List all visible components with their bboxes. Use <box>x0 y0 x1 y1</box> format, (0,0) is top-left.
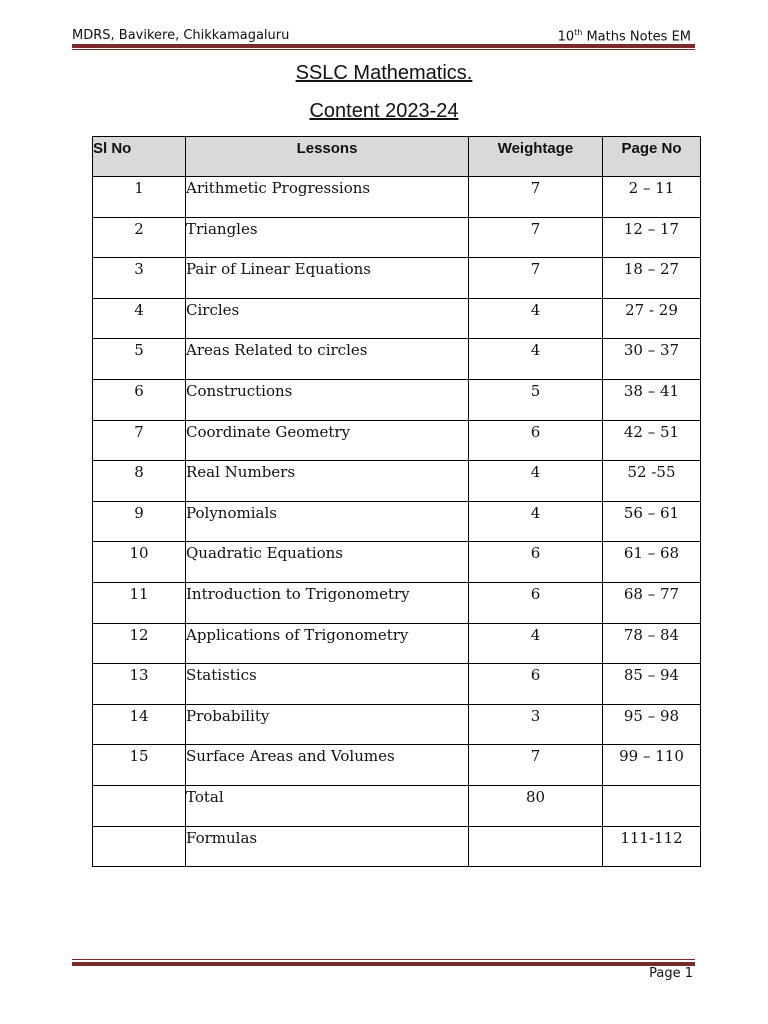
cell-sl-no: 7 <box>93 420 186 461</box>
header-right <box>558 28 691 44</box>
cell-sl-no: 1 <box>93 177 186 218</box>
cell-sl-no: 8 <box>93 461 186 502</box>
cell-page-no: 52 -55 <box>603 461 701 502</box>
cell-lesson: Introduction to Trigonometry <box>186 582 469 623</box>
cell-sl-no: 3 <box>93 258 186 299</box>
cell-page-no: 61 – 68 <box>603 542 701 583</box>
table-row <box>93 461 701 502</box>
cell-weightage: 7 <box>469 217 603 258</box>
table-row <box>93 582 701 623</box>
cell-page-no <box>603 785 701 826</box>
cell-page-no: 78 – 84 <box>603 623 701 664</box>
column-header-weightage: Weightage <box>469 137 603 177</box>
footer-rule <box>72 962 695 966</box>
cell-weightage: 4 <box>469 501 603 542</box>
cell-page-no: 27 - 29 <box>603 298 701 339</box>
cell-weightage: 4 <box>469 461 603 502</box>
table-header-row <box>93 137 701 177</box>
table-row <box>93 704 701 745</box>
page-subtitle: Content 2023-24 <box>309 100 459 122</box>
cell-weightage: 4 <box>469 298 603 339</box>
table-row <box>93 420 701 461</box>
cell-weightage: 6 <box>469 420 603 461</box>
cell-page-no: 18 – 27 <box>603 258 701 299</box>
cell-lesson: Probability <box>186 704 469 745</box>
cell-lesson: Triangles <box>186 217 469 258</box>
cell-page-no: 99 – 110 <box>603 745 701 786</box>
column-header-sl-no: Sl No <box>93 137 186 177</box>
cell-sl-no: 4 <box>93 298 186 339</box>
header-rule <box>72 44 695 48</box>
cell-page-no: 2 – 11 <box>603 177 701 218</box>
cell-lesson: Total <box>186 785 469 826</box>
header-left: MDRS, Bavikere, Chikkamagaluru <box>72 28 290 43</box>
cell-weightage: 3 <box>469 704 603 745</box>
cell-page-no: 95 – 98 <box>603 704 701 745</box>
cell-sl-no: 10 <box>93 542 186 583</box>
cell-sl-no: 11 <box>93 582 186 623</box>
cell-sl-no: 14 <box>93 704 186 745</box>
cell-weightage: 5 <box>469 379 603 420</box>
table-row <box>93 785 701 826</box>
table-row <box>93 664 701 705</box>
cell-lesson: Statistics <box>186 664 469 705</box>
footer-rule-thin <box>72 959 695 960</box>
cell-sl-no <box>93 826 186 867</box>
cell-weightage: 7 <box>469 745 603 786</box>
table-row <box>93 542 701 583</box>
cell-page-no: 68 – 77 <box>603 582 701 623</box>
column-header-page-no: Page No <box>603 137 701 177</box>
cell-sl-no <box>93 785 186 826</box>
cell-sl-no: 5 <box>93 339 186 380</box>
cell-weightage: 80 <box>469 785 603 826</box>
table-row <box>93 826 701 867</box>
cell-sl-no: 9 <box>93 501 186 542</box>
table-row <box>93 745 701 786</box>
cell-weightage: 7 <box>469 177 603 218</box>
cell-lesson: Real Numbers <box>186 461 469 502</box>
cell-lesson: Quadratic Equations <box>186 542 469 583</box>
table-row <box>93 501 701 542</box>
header-right-number: 10 <box>557 29 575 45</box>
header-rule-thin <box>72 49 695 50</box>
page-number: Page 1 <box>649 966 693 981</box>
cell-lesson: Pair of Linear Equations <box>186 258 469 299</box>
table-row <box>93 298 701 339</box>
cell-weightage: 6 <box>469 664 603 705</box>
cell-sl-no: 15 <box>93 745 186 786</box>
cell-page-no: 85 – 94 <box>603 664 701 705</box>
table-row <box>93 258 701 299</box>
cell-lesson: Coordinate Geometry <box>186 420 469 461</box>
cell-weightage: 6 <box>469 542 603 583</box>
table-row <box>93 217 701 258</box>
cell-lesson: Circles <box>186 298 469 339</box>
cell-lesson: Areas Related to circles <box>186 339 469 380</box>
cell-lesson: Polynomials <box>186 501 469 542</box>
cell-sl-no: 12 <box>93 623 186 664</box>
table-row <box>93 339 701 380</box>
cell-page-no: 38 – 41 <box>603 379 701 420</box>
table-row <box>93 623 701 664</box>
cell-sl-no: 13 <box>93 664 186 705</box>
cell-lesson: Constructions <box>186 379 469 420</box>
cell-page-no: 12 – 17 <box>603 217 701 258</box>
cell-page-no: 30 – 37 <box>603 339 701 380</box>
cell-page-no: 56 – 61 <box>603 501 701 542</box>
table-row <box>93 379 701 420</box>
cell-sl-no: 6 <box>93 379 186 420</box>
cell-lesson: Formulas <box>186 826 469 867</box>
header-right-superscript: th <box>574 28 583 37</box>
cell-weightage: 6 <box>469 582 603 623</box>
cell-sl-no: 2 <box>93 217 186 258</box>
page-title: SSLC Mathematics. <box>295 62 473 84</box>
contents-table <box>92 136 701 867</box>
cell-weightage: 7 <box>469 258 603 299</box>
cell-page-no: 111-112 <box>603 826 701 867</box>
cell-weightage: 4 <box>469 339 603 380</box>
table-body <box>93 177 701 867</box>
cell-weightage <box>469 826 603 867</box>
table-row <box>93 177 701 218</box>
cell-lesson: Arithmetic Progressions <box>186 177 469 218</box>
header-right-text: Maths Notes EM <box>582 29 691 45</box>
cell-lesson: Surface Areas and Volumes <box>186 745 469 786</box>
cell-weightage: 4 <box>469 623 603 664</box>
column-header-lessons: Lessons <box>186 137 469 177</box>
cell-page-no: 42 – 51 <box>603 420 701 461</box>
cell-lesson: Applications of Trigonometry <box>186 623 469 664</box>
